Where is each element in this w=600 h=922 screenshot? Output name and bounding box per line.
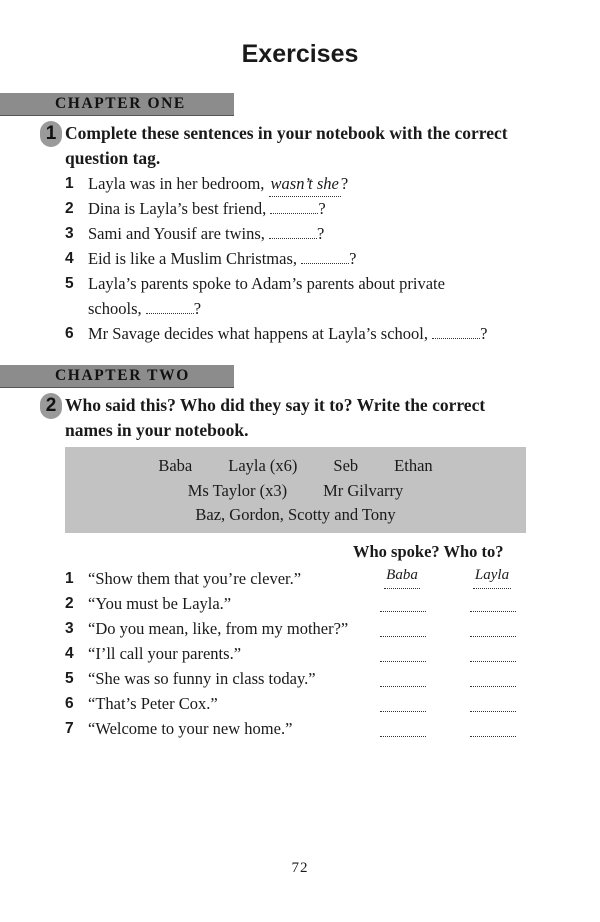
spoke-blank: [380, 622, 426, 637]
quote-text: “You must be Layla.”: [88, 594, 232, 613]
name-item: Layla (x6): [228, 456, 298, 475]
item-number: 6: [65, 325, 74, 342]
to-answer: Layla: [468, 563, 516, 589]
item-number: 1: [65, 175, 74, 192]
spoke-blank: [380, 672, 426, 687]
spoke-blank: [380, 647, 426, 662]
item-number: 7: [65, 720, 74, 737]
chapter-two-label: CHAPTER TWO: [55, 367, 190, 384]
quote-text: “Welcome to your new home.”: [88, 719, 293, 738]
to-blank: [470, 622, 516, 637]
chapter-one-banner: [0, 93, 234, 116]
names-row: [65, 505, 526, 525]
list-item: Sami and Yousif are twins, ?: [88, 224, 325, 243]
name-item: Baba: [158, 456, 193, 475]
answer-blank: [432, 324, 480, 339]
item-number: 3: [65, 620, 74, 637]
column-header: Who spoke? Who to?: [353, 542, 504, 561]
names-row: [65, 481, 526, 501]
name-item: Baz, Gordon, Scotty and Tony: [195, 505, 396, 524]
item-number: 2: [65, 200, 74, 217]
item-number: 1: [65, 570, 74, 587]
to-blank: [470, 597, 516, 612]
list-item: Layla was in her bedroom, wasn’t she ?: [88, 171, 538, 197]
list-item: Mr Savage decides what happens at Layla’s school, ?: [88, 324, 488, 343]
handwritten-answer: wasn’t she: [269, 171, 341, 197]
quote-text: “Show them that you’re clever.”: [88, 569, 302, 588]
item-number: 5: [65, 670, 74, 687]
list-item: Dina is Layla’s best friend, ?: [88, 199, 326, 218]
answer-blank: [269, 224, 317, 239]
spoke-blank: [380, 722, 426, 737]
spoke-blank: [380, 697, 426, 712]
item-number: 6: [65, 695, 74, 712]
chapter-two-banner: [0, 365, 234, 388]
name-item: Ms Taylor (x3): [187, 481, 288, 500]
item-number: 2: [65, 595, 74, 612]
to-blank: [470, 697, 516, 712]
quote-text: “That’s Peter Cox.”: [88, 694, 218, 713]
list-item: Layla’s parents spoke to Adam’s parents about private schools, ?: [88, 274, 445, 318]
item-number: 4: [65, 645, 74, 662]
quote-text: “She was so funny in class today.”: [88, 669, 316, 688]
names-box: [65, 447, 526, 533]
exercise-2-number: 2: [40, 393, 62, 419]
item-number: 3: [65, 225, 74, 242]
quote-text: “Do you mean, like, from my mother?”: [88, 619, 349, 638]
list-item: Eid is like a Muslim Christmas, ?: [88, 249, 357, 268]
page-number: 72: [291, 860, 309, 876]
spoke-answer: Baba: [378, 563, 426, 589]
page-title: Exercises: [241, 40, 359, 68]
to-blank: [470, 722, 516, 737]
to-blank: [470, 647, 516, 662]
exercise-2-instruction: Who said this? Who did they say it to? Write the correct names in your notebook.: [65, 395, 486, 440]
exercise-1-instruction: Complete these sentences in your notebook with the correct question tag.: [65, 123, 508, 168]
name-item: Ethan: [394, 456, 433, 475]
exercise-1-number: 1: [40, 121, 62, 147]
item-number: 5: [65, 275, 74, 292]
spoke-blank: [380, 597, 426, 612]
answer-blank: [146, 299, 194, 314]
name-item: Mr Gilvarry: [323, 481, 404, 500]
answer-blank: [270, 199, 318, 214]
name-item: Seb: [333, 456, 359, 475]
quote-text: “I’ll call your parents.”: [88, 644, 242, 663]
item-number: 4: [65, 250, 74, 267]
names-row: [65, 456, 526, 476]
answer-blank: [301, 249, 349, 264]
chapter-one-label: CHAPTER ONE: [55, 95, 186, 112]
to-blank: [470, 672, 516, 687]
